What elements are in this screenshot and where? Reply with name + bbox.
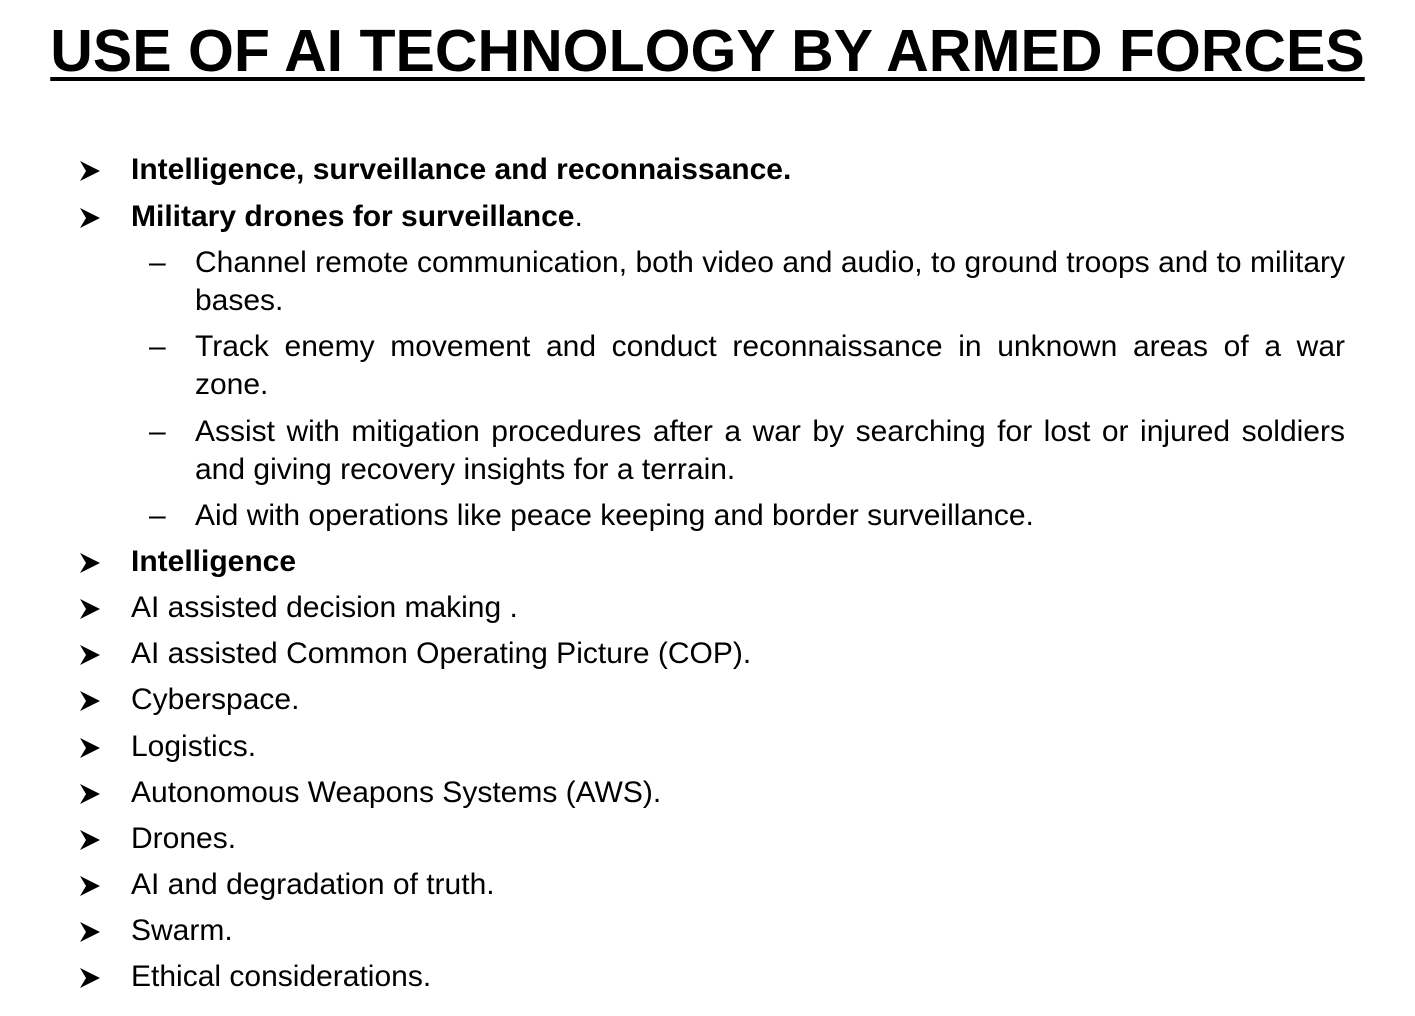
- list-item-text: Logistics.: [131, 730, 257, 763]
- dash-bullet: –: [149, 415, 166, 448]
- list-item-text: Ethical considerations.: [131, 960, 432, 993]
- arrowhead-bullet-icon: [79, 728, 105, 766]
- arrowhead-bullet-icon: [79, 543, 105, 581]
- list-item-text: AI and degradation of truth.: [131, 868, 495, 901]
- sub-list-item-text: Channel remote communication, both video and audio, to ground troops and to military bases.: [195, 246, 1345, 317]
- arrowhead-bullet-icon: [79, 958, 105, 996]
- list-item-text: Drones.: [131, 822, 237, 855]
- list-item-text: AI assisted decision making .: [131, 591, 518, 624]
- page-title: USE OF AI TECHNOLOGY BY ARMED FORCES: [50, 18, 1365, 84]
- arrowhead-bullet-icon: [79, 681, 105, 719]
- arrowhead-bullet-icon: [79, 151, 105, 189]
- arrowhead-bullet-icon: [79, 866, 105, 904]
- sub-list-item-text: Track enemy movement and conduct reconnaissance in unknown areas of a war zone.: [195, 330, 1345, 401]
- list-item-text: Cyberspace.: [131, 683, 300, 716]
- list-item-text: Intelligence, surveillance and reconnaissance.: [131, 153, 792, 186]
- arrowhead-bullet-icon: [79, 635, 105, 673]
- dash-bullet: –: [149, 330, 166, 363]
- list-item-text: Autonomous Weapons Systems (AWS).: [131, 776, 662, 809]
- list-item-text: AI assisted Common Operating Picture (COP).: [131, 637, 752, 670]
- arrowhead-bullet-icon: [79, 820, 105, 858]
- list-item-text: Swarm.: [131, 914, 233, 947]
- sub-list-item-text: Aid with operations like peace keeping and border surveillance.: [195, 499, 1034, 532]
- list-item-text: Intelligence: [131, 545, 297, 578]
- arrowhead-bullet-icon: [79, 589, 105, 627]
- dash-bullet: –: [149, 499, 166, 532]
- sub-list-item-text: Assist with mitigation procedures after a war by searching for lost or injured soldiers and giving recovery insights for a terrain.: [195, 415, 1345, 486]
- dash-bullet: –: [149, 246, 166, 279]
- list-item-suffix: .: [574, 200, 583, 233]
- arrowhead-bullet-icon: [79, 198, 105, 236]
- list-item-text: [131, 198, 583, 236]
- arrowhead-bullet-icon: [79, 774, 105, 812]
- arrowhead-bullet-icon: [79, 912, 105, 950]
- list-item-bold-text: Military drones for surveillance: [131, 200, 575, 233]
